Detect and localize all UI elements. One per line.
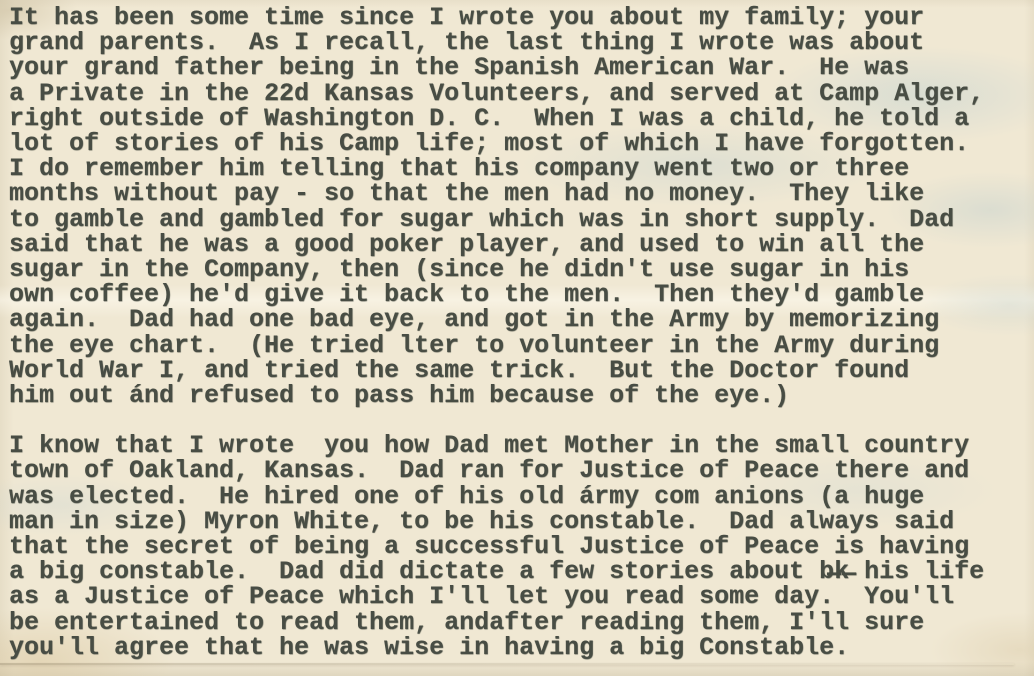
text-line: a Private in the 22d Kansas Volunteers, and served at Camp Alger, [9, 78, 985, 108]
text-line: was elected. He hired one of his old ármy com anions (a huge [9, 481, 925, 511]
text-line: again. Dad had one bad eye, and got in the Army by memorizing [9, 305, 940, 335]
text-line: be entertained to read them, andafter reading them, I'll sure [9, 607, 925, 637]
text-line: grand parents. As I recall, the last thing I wrote was about [9, 28, 925, 58]
text-line: your grand father being in the Spanish American War. He was [9, 53, 910, 83]
text-line: World War I, and tried the same trick. But the Doctor found [9, 355, 910, 385]
text-line: I know that I wrote you how Dad met Mother in the small country [9, 431, 970, 461]
text-line: said that he was a good poker player, and used to win all the [9, 229, 925, 259]
text-line: to gamble and gambled for sugar which was in short supply. Dad [9, 204, 955, 234]
text-line: right outside of Washington D. C. When I was a child, he told a [9, 103, 970, 133]
text-line: town of Oakland, Kansas. Dad ran for Justice of Peace there and [9, 456, 970, 486]
text-line: lot of stories of his Camp life; most of which I have forgotten. [9, 129, 970, 159]
text-line: you'll agree that he was wise in having a big Constable. [9, 632, 850, 662]
paragraph-dad-justice-of-peace [9, 433, 1034, 660]
text-line: him out ánd refused to pass him because of the eye.) [9, 381, 790, 411]
text-line: I do remember him telling that his company went two or three [9, 154, 910, 184]
text-line: sugar in the Company, then (since he didn't use sugar in his [9, 255, 910, 285]
paper-crease [0, 663, 1014, 665]
text-line: as a Justice of Peace which I'll let you read some day. You'll [9, 582, 955, 612]
paragraph-grandfather-war-stories [9, 3, 1034, 411]
text-line: It has been some time since I wrote you about my family; your [9, 3, 925, 32]
text-line: own coffee) he'd give it back to the men. Then they'd gamble [9, 280, 925, 310]
text-line: the eye chart. (He tried lter to volunteer in the Army during [9, 330, 940, 360]
text-line: months without pay - so that the men had no money. They like [9, 179, 925, 209]
text-line: a big constable. Dad did dictate a few stories about b̶k̶ his life [9, 557, 985, 587]
letter-text [9, 5, 1034, 660]
text-line: that the secret of being a successful Justice of Peace is having [9, 532, 970, 562]
text-line: man in size) Myron White, to be his constable. Dad always said [9, 506, 955, 536]
